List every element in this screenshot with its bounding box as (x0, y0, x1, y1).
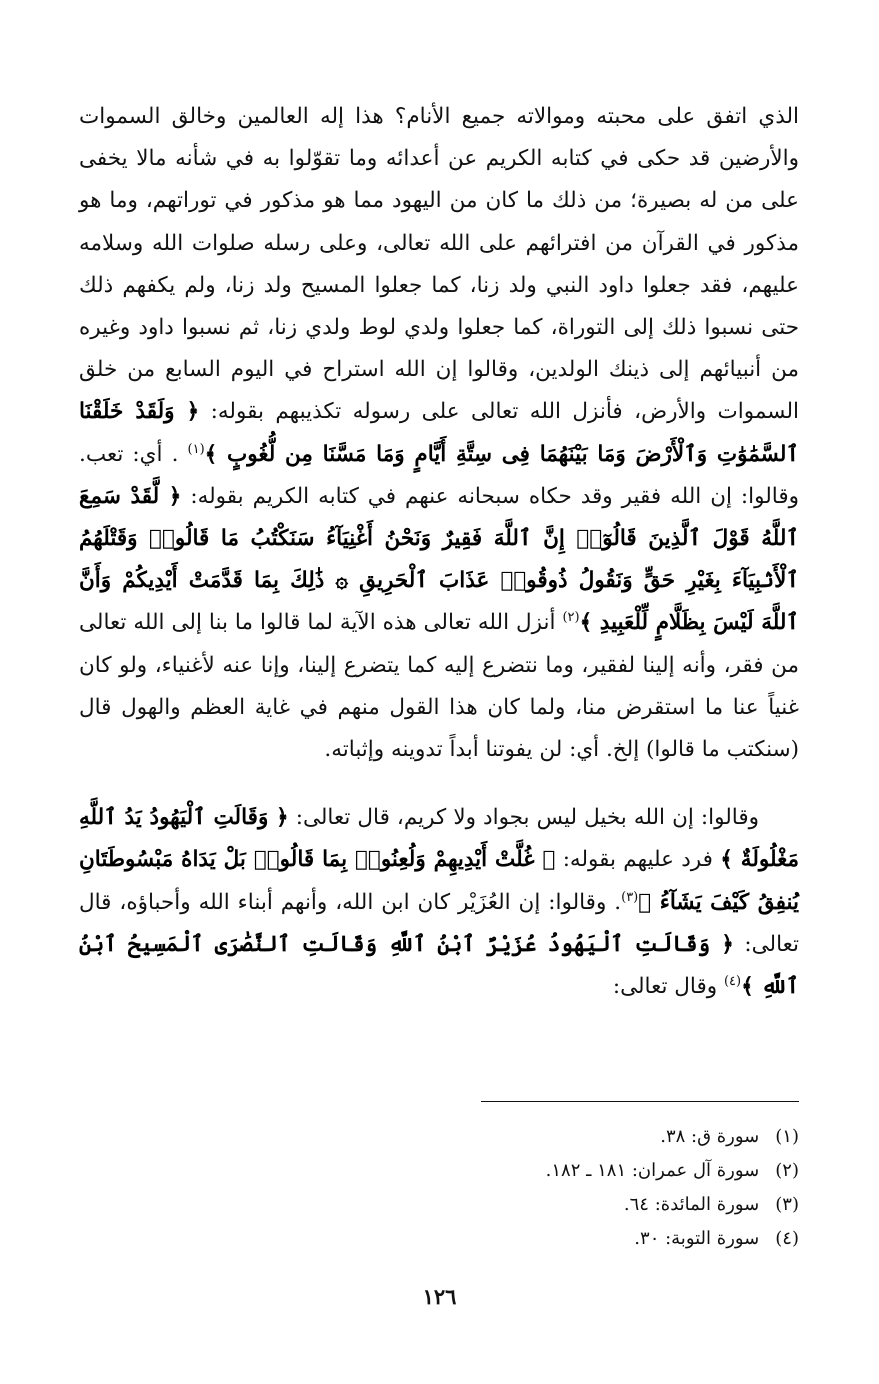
text-run: وقال تعالى: (612, 974, 724, 1000)
footnote-item (79, 1188, 799, 1222)
footnote-ref-4: (٤) (723, 974, 742, 990)
footnote-text: سورة المائدة: ٦٤. (623, 1194, 760, 1215)
footnote-text: سورة التوبة: ٣٠. (634, 1228, 760, 1249)
footnote-text: سورة ق: ٣٨. (660, 1126, 760, 1147)
quran-verse: ﴿ وَقَالَتِ ٱلْيَهُودُ عُزَيْرٌ ٱبْنُ ٱللَّهِ وَقَالَتِ ٱلنَّصَٰرَى ٱلْمَسِيحُ ٱبْنُ ٱللَّهِ ﴾ (79, 931, 799, 1000)
footnote-number: (٣) (775, 1194, 799, 1215)
quran-verse: ﴿ غُلَّتْ أَيْدِيهِمْ وَلُعِنُوا۟ بِمَا قَالُوا۟ بَلْ يَدَاهُ مَبْسُوطَتَانِ يُنفِقُ كَيْفَ يَشَآءُ ﴾ (79, 847, 799, 915)
footnote-item (79, 1222, 799, 1256)
paragraph-2 (79, 797, 799, 1008)
text-run: وقالوا: إن الله بخيل ليس بجواد ولا كريم، قال تعالى: (288, 805, 759, 831)
text-run: أنزل الله تعالى هذه الآية لما قالوا ما بنا إلى الله تعالى من فقر، وأنه إلينا لفقير، وما نتضرع إليه كما يتضرع إلينا، وإنا عنه لأغنياء، ولو كان غنياً عنا ما استقرض منا، ولما كان هذا القول منهم في غاية العظم والهول قال (سنكتب ما قالوا) إلخ. أي: لن يفوتنا أبداً تدوينه وإثباته. (79, 610, 799, 763)
footnote-number: (٤) (775, 1228, 799, 1249)
footnote-text: سورة آل عمران: ١٨١ ـ ١٨٢. (545, 1160, 760, 1181)
page-number: ١٢٦ (422, 1284, 457, 1309)
footnotes-list (79, 1120, 799, 1256)
text-run: . أي: تعب. وقالوا: إن الله فقير وقد حكاه سبحانه عنهم في كتابه الكريم بقوله: (79, 441, 799, 509)
footnote-number: (١) (775, 1126, 799, 1147)
footnote-ref-1: (١) (187, 441, 205, 457)
main-text (79, 96, 799, 1008)
footnote-number: (٢) (775, 1160, 799, 1181)
text-run: الذي اتفق على محبته وموالاته جميع الأنام؟ هذا إله العالمين وخالق السموات والأرضين قد حكى في كتابه الكريم عن أعدائه وما تقوّلوا به في شأنه مالا يخفى على من له بصيرة؛ من ذلك ما كان من اليهود مما هو مذكور في توراتهم، وما هو مذكور في القرآن من افترائهم على الله تعالى، وعلى رسله صلوات الله وسلامه عليهم، فقد جعلوا داود النبي ولد زنا، كما جعلوا المسيح ولد زنا، ولم يكفهم ذلك حتى نسبوا ذلك إلى التوراة، كما جعلوا ولدي لوط ولدي زنا، ثم نسبوا داود وغيره من أنبيائهم إلى ذينك الولدين، وقالوا إن الله استراح في اليوم السابع من خلق السموات والأرض، فأنزل الله تعالى على رسوله تكذيبهم بقوله: (79, 104, 799, 425)
quran-verse: ﴿ لَّقَدْ سَمِعَ ٱللَّهُ قَوْلَ ٱلَّذِينَ قَالُوٓا۟ إِنَّ ٱللَّهَ فَقِيرٌ وَنَحْنُ أَغْنِيَآءُ سَنَكْتُبُ مَا قَالُوا۟ وَقَتْلَهُمُ ٱلْأَنۢبِيَآءَ بِغَيْرِ حَقٍّ وَنَقُولُ ذُوقُوا۟ عَذَابَ ٱلْحَرِيقِ ۞ ذَٰلِكَ بِمَا قَدَّمَتْ أَيْدِيكُمْ وَأَنَّ ٱللَّهَ لَيْسَ بِظَلَّامٍ لِّلْعَبِيدِ ﴾ (79, 483, 799, 636)
footnote-item (79, 1120, 799, 1154)
text-run: . وقالوا: إن العُزَيْر كان ابن الله، وأنهم أبناء الله وأحباؤه، قال تعالى: (79, 889, 799, 957)
footnote-item (79, 1154, 799, 1188)
paragraph-1 (79, 96, 799, 771)
footnote-ref-3: (٣) (621, 889, 639, 905)
footnote-divider (481, 1101, 799, 1102)
quran-verse: ﴿ وَلَقَدْ خَلَقْنَا ٱلسَّمَٰوَٰتِ وَٱلْأَرْضَ وَمَا بَيْنَهُمَا فِى سِتَّةِ أَيَّامٍ وَمَا مَسَّنَا مِن لُّغُوبٍ ﴾ (79, 399, 800, 467)
text-run: فرد عليهم بقوله: (555, 847, 721, 873)
quran-verse: ﴿ وَقَالَتِ ٱلْيَهُودُ يَدُ ٱللَّهِ مَغْلُولَةٌ ﴾ (79, 805, 799, 873)
footnote-ref-2: (٢) (562, 610, 580, 626)
